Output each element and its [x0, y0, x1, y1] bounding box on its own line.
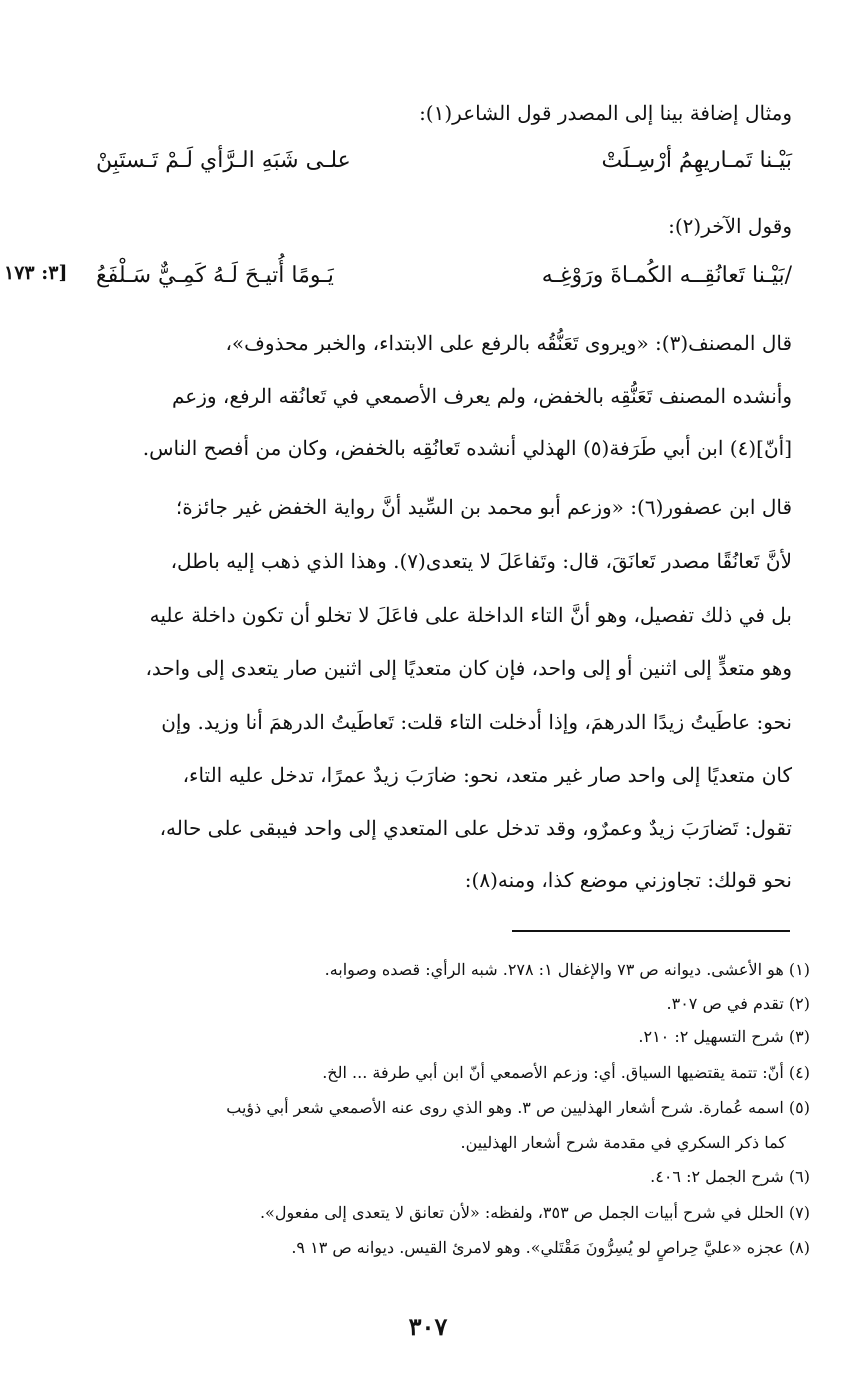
- footnote: (٨) عجزه «عليَّ حِراصٍ لو يُسِرُّونَ مَقْتَلي». وهو لامرئ القيس. ديوانه ص ١٣ ٩.: [291, 1238, 810, 1257]
- body-line: وهو متعدٍّ إلى اثنين أو إلى واحد، فإن كان متعديًا إلى اثنين صار يتعدى إلى واحد،: [145, 656, 792, 680]
- footnote: (٥) اسمه عُمارة. شرح أشعار الهذليين ص ٣. وهو الذي روى عنه الأصمعي شعر أبي ذؤيب: [226, 1098, 810, 1117]
- body-line: نحو: عاطَيتُ زيدًا الدرهمَ، وإذا أدخلت التاء قلت: تَعاطَيتُ الدرهمَ أنا وزيد. وإن: [161, 710, 792, 734]
- verse-2-first-hemistich: /بَيْـنا تَعانُقِــه الكُمـاةَ ورَوْغِـه: [541, 262, 792, 288]
- body-line: [أنّ](٤) ابن أبي طَرَفة(٥) الهذلي أنشده تَعانُقِه بالخفض، وكان من أفصح الناس.: [142, 436, 792, 460]
- verse-1-second-hemistich: علـى شَبَهِ الـرَّأي لَـمْ تَـستَبِنْ: [96, 147, 351, 173]
- body-line: لأنَّ تَعانُقًا مصدر تَعانَقَ، قال: وتَفاعَلَ لا يتعدى(٧). وهذا الذي ذهب إليه باطل،: [170, 549, 792, 573]
- footnote: (٤) أنّ: تتمة يقتضيها السياق. أي: وزعم الأصمعي أنّ ابن أبي طرفة ... الخ.: [322, 1063, 810, 1082]
- footnote: (١) هو الأعشى. ديوانه ص ٧٣ والإغفال ١: ٢٧٨. شبه الرأي: قصده وصوابه.: [324, 960, 810, 979]
- verse-1-first-hemistich: بَيْـنا تَمـاريهِمُ أرْسِـلَتْ: [601, 147, 792, 173]
- body-line: بل في ذلك تفصيل، وهو أنَّ التاء الداخلة على فاعَلَ لا تخلو أن تكون داخلة عليه: [149, 603, 792, 627]
- verse-2-second-hemistich: يَـومًا أُتيـحَ لَـهُ كَمِـيٌّ سَـلْفَعُ: [96, 262, 334, 288]
- footnote: (٣) شرح التسهيل ٢: ٢١٠.: [638, 1027, 810, 1046]
- verse-2: [96, 255, 792, 295]
- body-line: قال المصنف(٣): «ويروى تَعَنُّقُه بالرفع على الابتداء، والخبر محذوف»،: [225, 331, 792, 355]
- margin-reference: [٣: ١٧٣: [4, 262, 68, 284]
- footnote-separator: [512, 930, 790, 932]
- body-line: وأنشده المصنف تَعَنُّقِه بالخفض، ولم يعرف الأصمعي في تَعانُقه الرفع، وزعم: [171, 384, 792, 408]
- footnote: (٢) تقدم في ص ٣٠٧.: [666, 994, 810, 1013]
- page-number: ٣٠٧: [408, 1312, 448, 1341]
- footnote: (٦) شرح الجمل ٢: ٤٠٦.: [650, 1167, 810, 1186]
- body-line: قال ابن عصفور(٦): «وزعم أبو محمد بن السِّيد أنَّ رواية الخفض غير جائزة؛: [175, 495, 792, 519]
- body-line: نحو قولك: تجاوزني موضع كذا، ومنه(٨):: [464, 868, 792, 892]
- body-line: تقول: تَضارَبَ زيدٌ وعمرٌو، وقد تدخل على المتعدي إلى واحد فيبقى على حاله،: [159, 816, 792, 840]
- verse-1: [96, 140, 792, 180]
- body-line: كان متعديًا إلى واحد صار غير متعد، نحو: ضارَبَ زيدٌ عمرًا، تدخل عليه التاء،: [182, 763, 792, 787]
- body-line: ومثال إضافة بينا إلى المصدر قول الشاعر(١):: [419, 101, 792, 125]
- footnote-continuation: كما ذكر السكري في مقدمة شرح أشعار الهذليين.: [460, 1133, 786, 1152]
- footnote: (٧) الحلل في شرح أبيات الجمل ص ٣٥٣، ولفظه: «لأن تعانق لا يتعدى إلى مفعول».: [259, 1203, 810, 1222]
- body-line: وقول الآخر(٢):: [668, 214, 792, 238]
